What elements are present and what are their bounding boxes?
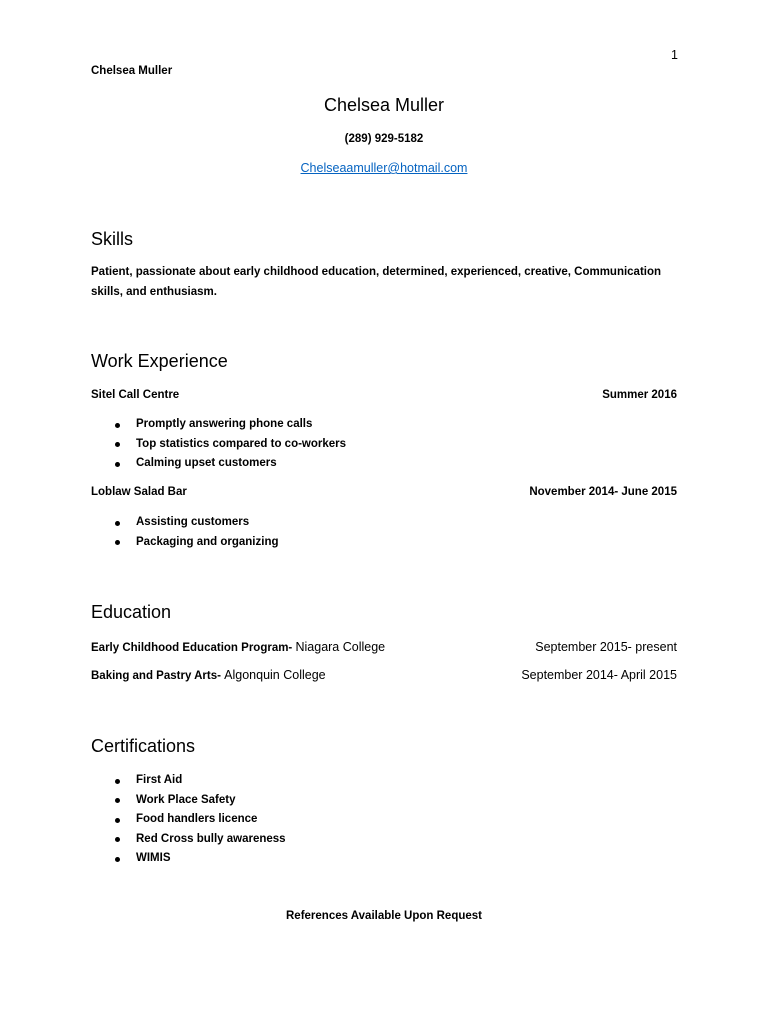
bullet-icon <box>115 779 120 784</box>
job-dates: Summer 2016 <box>602 389 677 401</box>
education-dates: September 2014- April 2015 <box>521 668 677 682</box>
education-title <box>91 637 385 658</box>
list-item-text: Work Place Safety <box>136 793 236 806</box>
bullet-icon <box>115 540 120 545</box>
list-item-text: Promptly answering phone calls <box>136 418 313 430</box>
list-item <box>91 830 677 850</box>
job-duties-list <box>91 513 677 552</box>
email-container <box>0 158 768 179</box>
list-item-text: Calming upset customers <box>136 457 277 469</box>
bullet-icon <box>115 837 120 842</box>
list-item <box>91 454 677 474</box>
job-employer: Loblaw Salad Bar <box>91 486 187 498</box>
skills-heading: Skills <box>91 229 134 249</box>
list-item <box>91 513 677 533</box>
phone-number: (289) 929-5182 <box>344 133 424 145</box>
job-entry <box>91 482 677 502</box>
bullet-icon <box>115 798 120 803</box>
bullet-icon <box>115 521 120 526</box>
education-school: Algonquin College <box>224 668 326 682</box>
list-item <box>91 810 677 830</box>
education-entry <box>91 637 677 658</box>
list-item-text: Assisting customers <box>136 516 250 528</box>
list-item <box>91 533 677 553</box>
bullet-icon <box>115 442 120 447</box>
job-duties-list <box>91 415 677 474</box>
list-item <box>91 771 677 791</box>
education-school: Niagara College <box>295 640 386 654</box>
education-program: Early Childhood Education Program- <box>91 642 293 654</box>
list-item <box>91 435 677 455</box>
job-employer: Sitel Call Centre <box>91 389 180 401</box>
work-experience-heading: Work Experience <box>91 351 228 371</box>
bullet-icon <box>115 857 120 862</box>
list-item <box>91 791 677 811</box>
job-dates: November 2014- June 2015 <box>529 486 677 498</box>
resume-name: Chelsea Muller <box>323 95 445 115</box>
certifications-list <box>91 771 677 869</box>
running-header-name: Chelsea Muller <box>91 65 173 77</box>
list-item-text: Packaging and organizing <box>136 535 279 548</box>
references-note: References Available Upon Request <box>286 910 482 922</box>
job-entry <box>91 385 677 405</box>
bullet-icon <box>115 423 120 428</box>
skills-text: Patient, passionate about early childhood education, determined, experienced, creative, Communication skills, and enthusiasm. <box>91 266 662 298</box>
education-heading: Education <box>91 602 172 622</box>
education-title <box>91 665 326 686</box>
list-item-text: Food handlers licence <box>136 813 258 825</box>
email-link[interactable]: Chelseaamuller@hotmail.com <box>300 161 468 175</box>
bullet-icon <box>115 818 120 823</box>
education-program: Baking and Pastry Arts- <box>91 670 221 682</box>
education-entry <box>91 665 677 686</box>
page-number: 1 <box>671 48 678 62</box>
bullet-icon <box>115 462 120 467</box>
list-item-text: Top statistics compared to co-workers <box>136 437 347 450</box>
list-item <box>91 415 677 435</box>
list-item <box>91 849 677 869</box>
list-item-text: Red Cross bully awareness <box>136 832 286 845</box>
certifications-heading: Certifications <box>91 736 196 756</box>
education-dates: September 2015- present <box>535 640 677 654</box>
list-item-text: WIMIS <box>136 852 171 864</box>
list-item-text: First Aid <box>136 774 183 786</box>
